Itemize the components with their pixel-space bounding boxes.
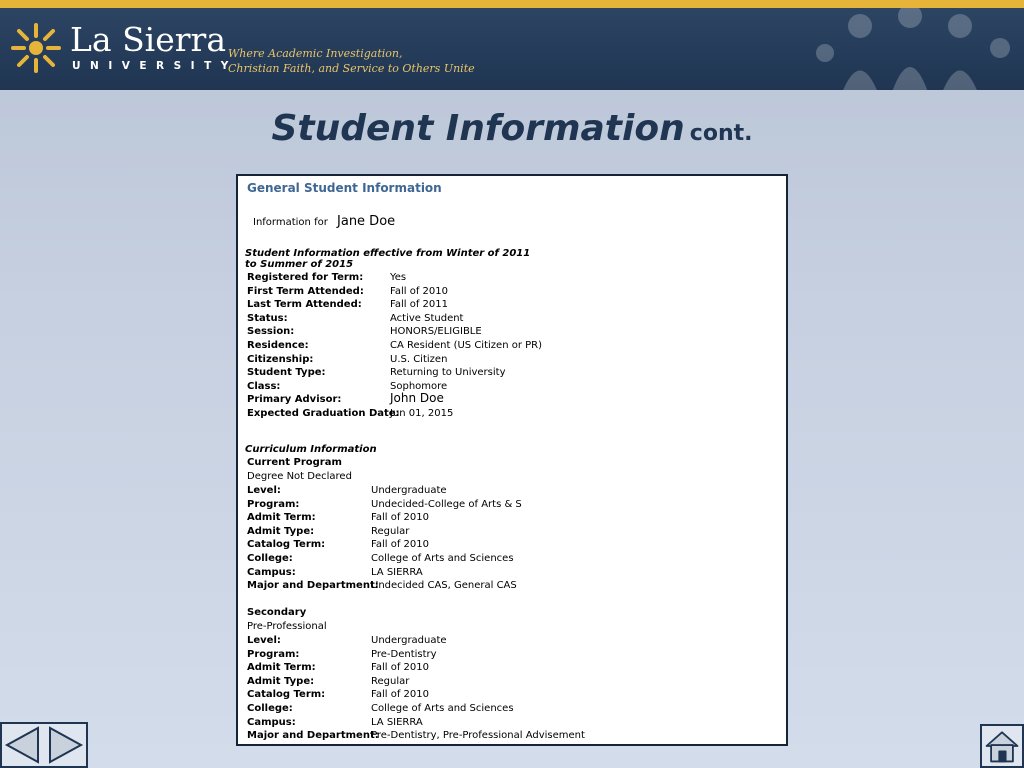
row-value: Fall of 2010 bbox=[371, 512, 429, 524]
information-for-label: Information for bbox=[253, 217, 328, 228]
row-label: Level: bbox=[247, 635, 281, 646]
row-value: HONORS/ELIGIBLE bbox=[390, 326, 482, 338]
row-value: U.S. Citizen bbox=[390, 353, 448, 365]
row-value: LA SIERRA bbox=[371, 566, 423, 578]
row-value: Yes bbox=[390, 272, 407, 283]
row-value: Sophomore bbox=[390, 380, 448, 392]
secondary-label: Secondary bbox=[247, 607, 307, 618]
slide-title-main: Student Information bbox=[271, 108, 685, 149]
row-label: Admit Type: bbox=[247, 675, 315, 687]
row-value: Jun 01, 2015 bbox=[390, 408, 454, 419]
row-value: Fall of 2010 bbox=[390, 285, 448, 297]
slide-title bbox=[0, 108, 1024, 149]
row-label: Last Term Attended: bbox=[247, 299, 362, 311]
row-label: Registered for Term: bbox=[247, 272, 364, 283]
row-label: Student Type: bbox=[247, 367, 326, 379]
row-label: College: bbox=[247, 703, 293, 714]
decorative-figures-icon bbox=[800, 8, 1024, 90]
top-accent-bar bbox=[0, 0, 1024, 8]
tagline-line-2: Christian Faith, and Service to Others Unite bbox=[228, 62, 475, 75]
triangle-left-icon bbox=[7, 728, 38, 762]
row-label: Admit Type: bbox=[247, 525, 315, 537]
row-value: CA Resident (US Citizen or PR) bbox=[390, 340, 542, 351]
current-program-label: Current Program bbox=[247, 457, 342, 468]
row-label: College: bbox=[247, 553, 293, 564]
row-value: College of Arts and Sciences bbox=[371, 703, 514, 714]
header-banner bbox=[0, 8, 1024, 90]
row-label: Catalog Term: bbox=[247, 539, 326, 551]
row-value: Undergraduate bbox=[371, 635, 447, 646]
triangle-right-icon bbox=[50, 728, 81, 762]
previous-slide-button[interactable] bbox=[2, 724, 44, 766]
tagline bbox=[228, 46, 475, 76]
row-value: Undecided-College of Arts & S bbox=[371, 498, 522, 510]
row-value: Undergraduate bbox=[371, 485, 447, 496]
sun-logo-icon bbox=[10, 22, 62, 74]
current-program-value: Degree Not Declared bbox=[247, 471, 352, 482]
row-label: Citizenship: bbox=[247, 353, 314, 365]
row-value: Undecided CAS, General CAS bbox=[371, 580, 517, 592]
row-value: College of Arts and Sciences bbox=[371, 553, 514, 564]
row-label: Major and Department: bbox=[247, 580, 379, 592]
home-button[interactable] bbox=[980, 724, 1024, 768]
row-label: Expected Graduation Date: bbox=[247, 408, 400, 419]
row-value: Fall of 2010 bbox=[371, 689, 429, 701]
row-label: Session: bbox=[247, 326, 295, 338]
row-value: Active Student bbox=[390, 312, 464, 324]
row-label: First Term Attended: bbox=[247, 285, 364, 297]
advisor-name: John Doe bbox=[390, 391, 444, 406]
home-icon bbox=[987, 732, 1018, 761]
secondary-value: Pre-Professional bbox=[247, 620, 327, 632]
university-subtitle: UNIVERSITY bbox=[72, 60, 238, 72]
student-info-panel bbox=[236, 174, 788, 746]
row-label: Residence: bbox=[247, 340, 309, 351]
row-label: Campus: bbox=[247, 716, 296, 728]
information-for bbox=[253, 214, 395, 229]
next-slide-button[interactable] bbox=[44, 724, 86, 766]
university-name: La Sierra bbox=[70, 20, 226, 59]
row-label: Program: bbox=[247, 498, 300, 510]
tagline-line-1: Where Academic Investigation, bbox=[228, 47, 403, 60]
row-label: Program: bbox=[247, 648, 300, 660]
row-label: Primary Advisor: bbox=[247, 394, 342, 406]
effective-dates: Student Information effective from Winter of 2011 to Summer of 2015 bbox=[245, 248, 531, 270]
row-value: Regular bbox=[371, 675, 410, 687]
slide-title-suffix: cont. bbox=[689, 121, 753, 146]
panel-heading: General Student Information bbox=[247, 181, 442, 195]
row-label: Major and Department: bbox=[247, 730, 379, 742]
student-name: Jane Doe bbox=[337, 214, 396, 229]
curriculum-heading: Curriculum Information bbox=[245, 444, 377, 455]
row-value: Pre-Dentistry bbox=[371, 648, 437, 660]
row-label: Campus: bbox=[247, 566, 296, 578]
row-value: LA SIERRA bbox=[371, 716, 423, 728]
row-value: Fall of 2010 bbox=[371, 539, 429, 551]
row-value: Regular bbox=[371, 525, 410, 537]
row-label: Catalog Term: bbox=[247, 689, 326, 701]
row-value: Returning to University bbox=[390, 367, 506, 379]
row-label: Class: bbox=[247, 380, 281, 392]
slide-nav bbox=[0, 722, 88, 768]
row-value: Fall of 2011 bbox=[390, 299, 448, 311]
row-label: Admit Term: bbox=[247, 662, 316, 674]
row-label: Status: bbox=[247, 312, 288, 324]
row-value: Pre-Dentistry, Pre-Professional Advisement bbox=[371, 730, 585, 742]
row-value: Fall of 2010 bbox=[371, 662, 429, 674]
row-label: Admit Term: bbox=[247, 512, 316, 524]
row-label: Level: bbox=[247, 485, 281, 496]
